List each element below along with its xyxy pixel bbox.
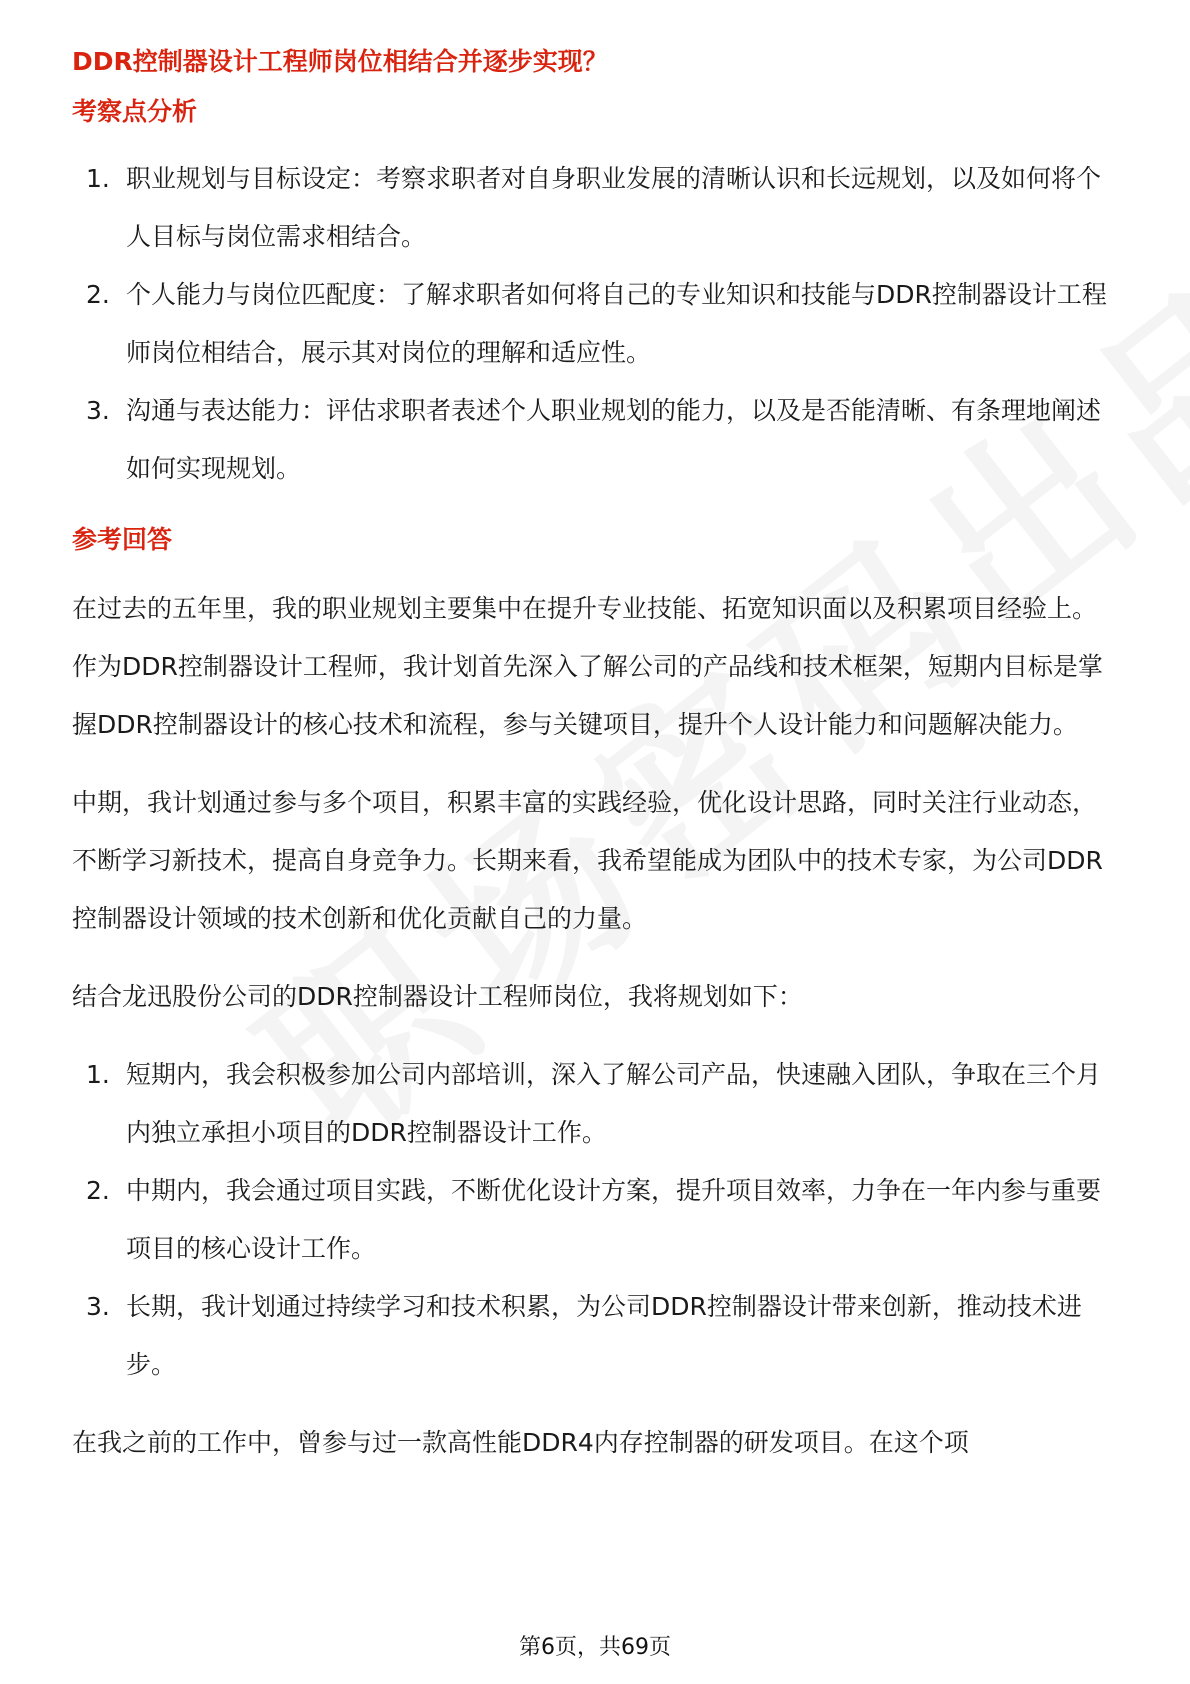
answer-paragraph-2: 中期，我计划通过参与多个项目，积累丰富的实践经验，优化设计思路，同时关注行业动态，不断学习新技术，提高自身竞争力。长期来看，我希望能成为团队中的技术专家，为公司DDR控制器设计领域的技术创新和优化贡献自己的力量。 bbox=[72, 788, 1103, 933]
list-item: 1. 职业规划与目标设定：考察求职者对自身职业发展的清晰认识和长远规划，以及如何将个人目标与岗位需求相结合。 bbox=[86, 164, 1102, 251]
question-title-tail: DDR控制器设计工程师岗位相结合并逐步实现？ bbox=[72, 47, 608, 76]
page-number: 第6页，共69页 bbox=[519, 1635, 671, 1660]
analysis-heading: 考察点分析 bbox=[72, 97, 198, 126]
page-content bbox=[72, 44, 1118, 1472]
list-item: 1. 短期内，我会积极参加公司内部培训，深入了解公司产品，快速融入团队，争取在三个月内独立承担小项目的DDR控制器设计工作。 bbox=[86, 1060, 1102, 1147]
list-item: 2. 中期内，我会通过项目实践，不断优化设计方案，提升项目效率，力争在一年内参与重要项目的核心设计工作。 bbox=[86, 1176, 1102, 1263]
list-item: 3. 长期，我计划通过持续学习和技术积累，为公司DDR控制器设计带来创新，推动技术进步。 bbox=[86, 1292, 1082, 1379]
answer-paragraph-1: 在过去的五年里，我的职业规划主要集中在提升专业技能、拓宽知识面以及积累项目经验上。作为DDR控制器设计工程师，我计划首先深入了解公司的产品线和技术框架，短期内目标是掌握DDR控制器设计的核心技术和流程，参与关键项目，提升个人设计能力和问题解决能力。 bbox=[72, 594, 1103, 739]
plan-list bbox=[72, 1046, 1118, 1394]
answer-paragraph-4: 在我之前的工作中，曾参与过一款高性能DDR4内存控制器的研发项目。在这个项 bbox=[72, 1428, 969, 1457]
list-item: 3. 沟通与表达能力：评估求职者表述个人职业规划的能力，以及是否能清晰、有条理地阐述如何实现规划。 bbox=[86, 396, 1102, 483]
list-item: 2. 个人能力与岗位匹配度：了解求职者如何将自己的专业知识和技能与DDR控制器设计工程师岗位相结合，展示其对岗位的理解和适应性。 bbox=[86, 280, 1107, 367]
answer-paragraph-3: 结合龙迅股份公司的DDR控制器设计工程师岗位，我将规划如下： bbox=[72, 982, 803, 1011]
analysis-list bbox=[72, 150, 1118, 498]
answer-heading: 参考回答 bbox=[72, 525, 173, 554]
